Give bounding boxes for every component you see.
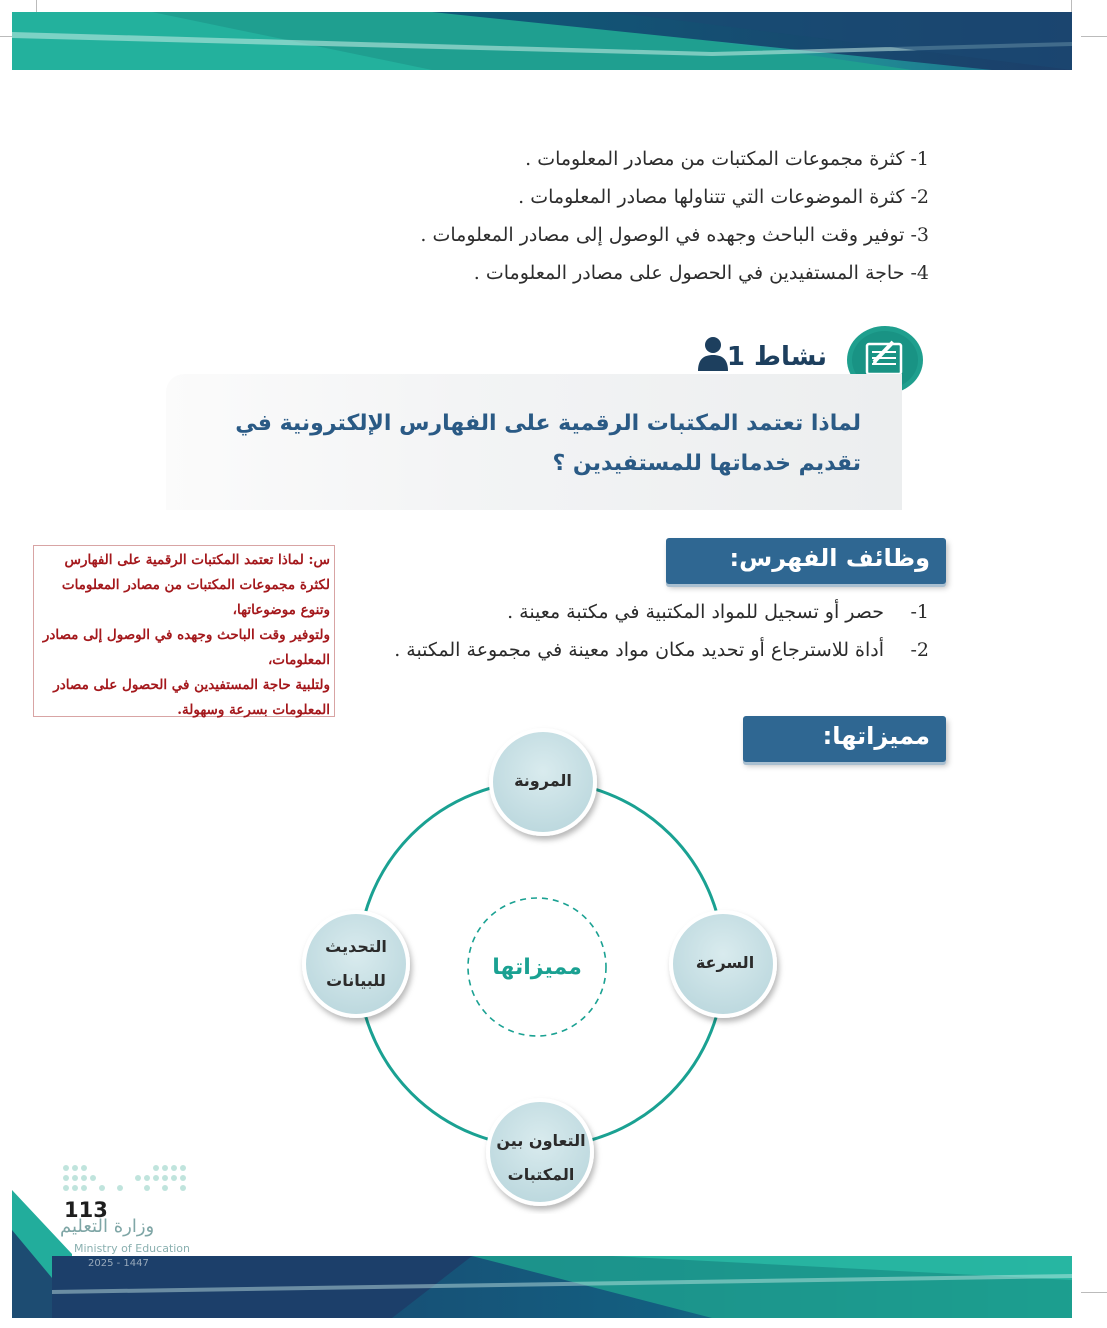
ministry-name-english: Ministry of Education bbox=[74, 1242, 191, 1255]
note-line: المعلومات بسرعة وسهولة. bbox=[177, 702, 330, 718]
crop-mark bbox=[1081, 36, 1107, 37]
node-label-bottom-2: المكتبات bbox=[507, 1165, 575, 1184]
features-diagram bbox=[296, 724, 796, 1214]
activity-question: لماذا تعتمد المكتبات الرقمية على الفهارس الإلكترونية في تقديم خدماتها للمستفيدين ؟ bbox=[235, 411, 861, 476]
item-text: حصر أو تسجيل للمواد المكتبية في مكتبة معينة . bbox=[507, 601, 884, 623]
note-line: ولتلبية حاجة المستفيدين في الحصول على مصادر bbox=[53, 677, 330, 693]
top-banner bbox=[12, 12, 1072, 70]
person-icon bbox=[696, 335, 730, 373]
item-text: أداة للاسترجاع أو تحديد مكان مواد معينة في مجموعة المكتبة . bbox=[394, 639, 884, 661]
list-item: 1- كثرة مجموعات المكتبات من مصادر المعلومات . bbox=[525, 148, 929, 170]
node-label-top: المرونة bbox=[514, 771, 572, 790]
list-item: 3- توفير وقت الباحث وجهده في الوصول إلى مصادر المعلومات . bbox=[420, 224, 929, 246]
side-note-answer bbox=[33, 545, 335, 717]
node-label-right: السرعة bbox=[695, 953, 755, 972]
note-line: ولتوفير وقت الباحث وجهده في الوصول إلى مصادر bbox=[42, 627, 330, 643]
item-number: 2- bbox=[910, 639, 929, 661]
edition-year: 2025 - 1447 bbox=[88, 1258, 149, 1269]
note-line: س: لماذا تعتمد المكتبات الرقمية على الفهارس bbox=[64, 552, 330, 568]
node-label-left-1: التحديث bbox=[325, 937, 387, 956]
item-number: 1- bbox=[910, 601, 929, 623]
note-line: لكثرة مجموعات المكتبات من مصادر المعلومات bbox=[61, 577, 330, 593]
center-label: مميزاتها bbox=[492, 955, 582, 980]
crop-mark bbox=[1081, 1292, 1107, 1293]
note-line: المعلومات، bbox=[267, 652, 330, 668]
intro-list bbox=[229, 140, 929, 292]
note-line: وتنوع موضوعاتها، bbox=[232, 602, 330, 618]
functions-heading: وظائف الفهرس: bbox=[666, 538, 946, 584]
node-bottom bbox=[488, 1100, 592, 1204]
list-item: 2- كثرة الموضوعات التي تتناولها مصادر المعلومات . bbox=[518, 186, 929, 208]
features-heading: مميزاتها: bbox=[743, 716, 946, 762]
list-item bbox=[329, 631, 929, 669]
page-number: 113 bbox=[64, 1198, 108, 1222]
ministry-name-arabic: وزارة التعليم bbox=[60, 1216, 155, 1237]
list-item: 4- حاجة المستفيدين في الحصول على مصادر المعلومات . bbox=[473, 262, 929, 284]
list-item bbox=[329, 593, 929, 631]
node-label-bottom-1: التعاون بين bbox=[496, 1131, 586, 1150]
node-label-left-2: للبيانات bbox=[326, 971, 386, 990]
activity-title: نشاط 1 bbox=[726, 342, 827, 372]
node-left bbox=[304, 912, 408, 1016]
functions-list bbox=[329, 593, 929, 669]
